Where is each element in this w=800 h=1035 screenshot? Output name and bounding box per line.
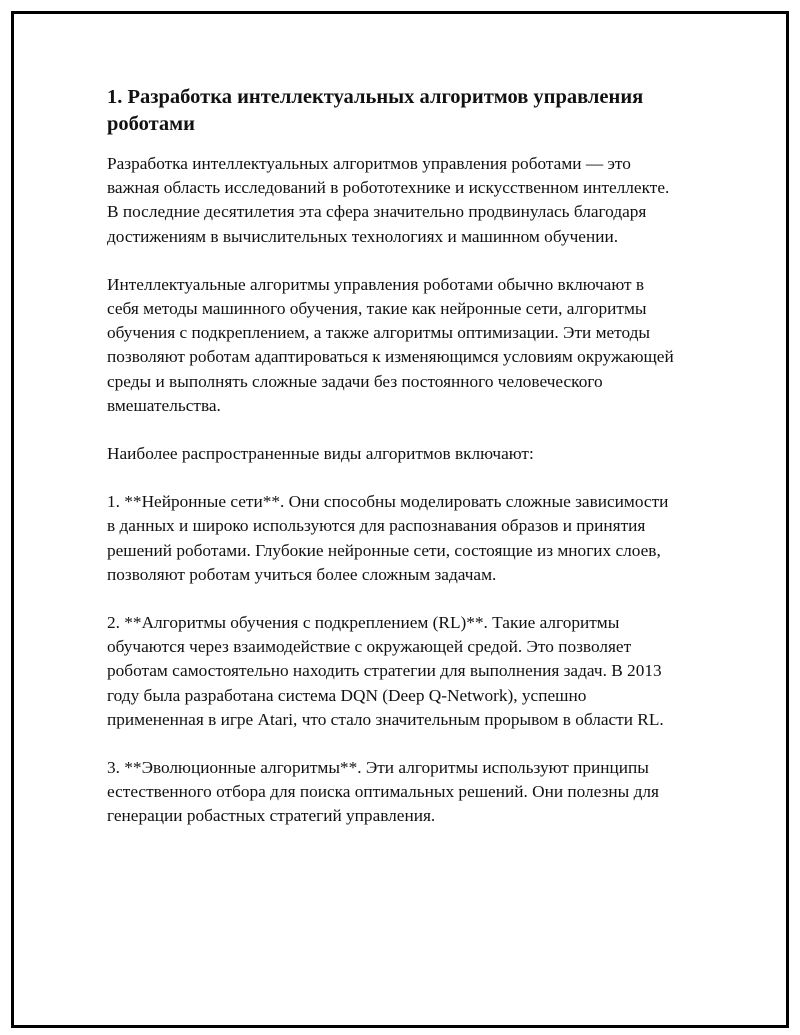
list-item-evolutionary-algorithms: 3. **Эволюционные алгоритмы**. Эти алгоритмы используют принципы естественного отбора для поиска оптимальных решений. Они полезны для генерации робастных стратегий управления. (107, 758, 659, 826)
list-intro-paragraph: Наиболее распространенные виды алгоритмов включают: (107, 444, 534, 464)
methods-paragraph: Интеллектуальные алгоритмы управления роботами обычно включают в себя методы машинного обучения, такие как нейронные сети, алгоритмы обучения с подкреплением, а также алгоритмы оптимизации. Эти методы позволяют роботам адаптироваться к изменяющимся условиям окружающей среды и выполнять сложные задачи без постоянного человеческого вмешательства. (107, 274, 674, 415)
intro-paragraph: Разработка интеллектуальных алгоритмов управления роботами — это важная область исследований в робототехнике и искусственном интеллекте. В последние десятилетия эта сфера значительно продвинулась благодаря достижениям в вычислительных технологиях и машинном обучении. (107, 154, 670, 246)
list-item-reinforcement-learning: 2. **Алгоритмы обучения с подкреплением (RL)**. Такие алгоритмы обучаются через взаимодействие с окружающей средой. Это позволяет роботам самостоятельно находить стратегии для выполнения задач. В 2013 году была разработана система DQN (Deep Q-Network), успешно примененная в игре Atari, что стало значительным прорывом в области RL. (107, 613, 664, 729)
section-heading: 1. Разработка интеллектуальных алгоритмов управления роботами (107, 86, 644, 135)
document-body (107, 84, 677, 853)
list-item-neural-networks: 1. **Нейронные сети**. Они способны моделировать сложные зависимости в данных и широко используются для распознавания образов и принятия решений роботами. Глубокие нейронные сети, состоящие из многих слоев, позволяют роботам учиться более сложным задачам. (107, 492, 669, 584)
